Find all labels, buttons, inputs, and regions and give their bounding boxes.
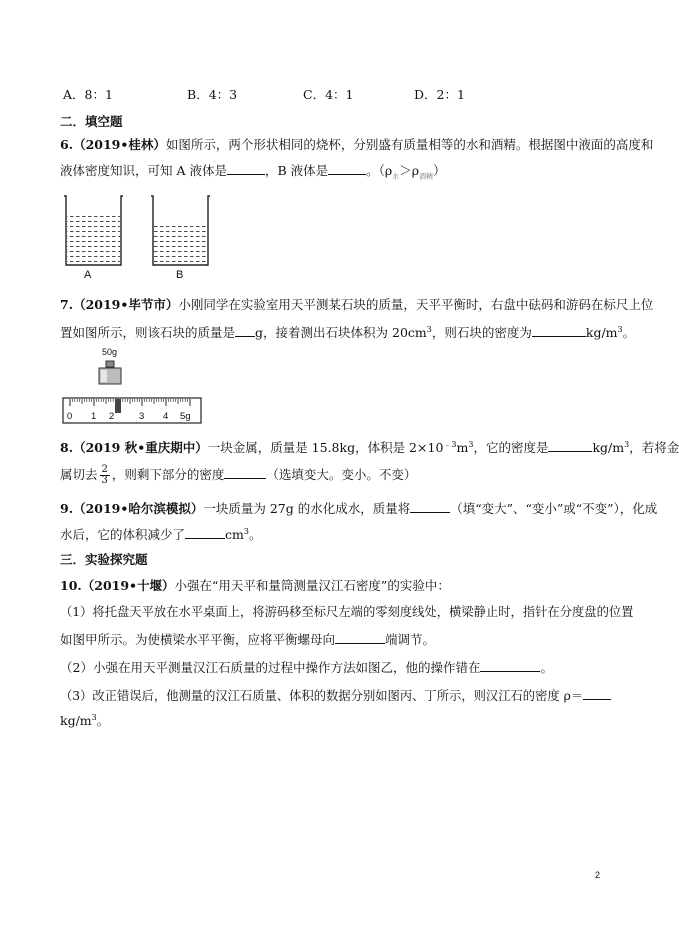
beaker-b-label: B [176, 269, 184, 281]
weight-label: 50g [102, 347, 118, 357]
question-text: ＞ρ [399, 163, 420, 178]
question-text: 置如图所示，则该石块的质量是 [60, 325, 236, 340]
section-title-experiment: 三．实验探究题 [60, 552, 148, 567]
question-text: 。 [248, 527, 262, 542]
question-text: 如图所示，两个形状相同的烧杯，分别盛有质量相等的水和酒精。根据图中液面的高度和 [165, 137, 654, 152]
question-9-line-2 [60, 526, 261, 543]
question-10-part-2 [60, 659, 553, 676]
question-text: 端调节。 [385, 632, 436, 647]
scale-label: 2 [109, 411, 115, 422]
question-text: 。 [622, 325, 636, 340]
answer-blank[interactable] [235, 324, 255, 337]
unit: kg/m [592, 440, 625, 455]
fraction-numerator: 2 [101, 464, 108, 475]
page-number: 2 [595, 870, 601, 880]
superscript: 3 [624, 439, 630, 449]
question-text: （填“变大”、“变小”或“不变”），化成 [450, 501, 658, 516]
question-text: ，它的密度是 [473, 440, 549, 455]
question-8-line-2 [60, 465, 416, 486]
superscript: 3 [91, 712, 97, 722]
question-10-part-1-line-2 [60, 631, 435, 648]
superscript: 3 [468, 439, 474, 449]
question-source: （2019 秋•重庆期中） [73, 440, 208, 455]
question-text: m [456, 440, 469, 455]
answer-blank[interactable] [227, 162, 265, 175]
question-6-line-2 [60, 162, 446, 179]
weight-50g-icon [97, 360, 123, 386]
superscript: 3 [243, 526, 249, 536]
answer-blank[interactable] [583, 687, 611, 700]
superscript: 3 [617, 324, 623, 334]
options-row [63, 87, 603, 103]
question-text: 属切去 [60, 467, 98, 482]
subscript: 酒精 [419, 172, 434, 181]
question-number: 9. [60, 501, 74, 516]
question-7-line-1 [60, 297, 653, 313]
question-number: 10. [60, 578, 82, 593]
question-text: ，则石块的密度为 [431, 325, 532, 340]
section-title-fill-in: 二．填空题 [60, 114, 123, 129]
question-text: g，接着测出石块体积为 20cm [255, 325, 427, 340]
question-text: 一块质量为 27g 的水化成水，质量将 [203, 501, 411, 516]
scale-label: 0 [67, 411, 73, 422]
answer-blank[interactable] [328, 162, 366, 175]
question-text: 。 [96, 713, 110, 728]
question-text: 。（ρ [366, 163, 393, 178]
scale-label: 3 [139, 411, 145, 422]
fraction [100, 465, 110, 486]
question-7-line-2 [60, 324, 635, 341]
question-8-line-1 [60, 439, 679, 456]
question-text: 一块金属，质量是 15.8kg，体积是 2×10 [207, 440, 444, 455]
option-d: D．2：1 [414, 87, 465, 102]
option-b: B．4：3 [187, 87, 238, 102]
beaker-a-label: A [84, 269, 92, 281]
question-9-line-1 [60, 500, 657, 517]
answer-blank[interactable] [335, 631, 385, 644]
question-10-intro [60, 578, 450, 594]
scale-label: 5g [180, 411, 191, 422]
question-text: 。 [540, 660, 553, 675]
question-source: （2019•毕节市） [73, 297, 179, 312]
fraction-denominator: 3 [101, 475, 108, 486]
question-source: （2019•桂林） [73, 137, 166, 152]
question-10-part-1-line-1: （1）将托盘天平放在水平桌面上，将游码移至标尺左端的零刻度线处，横梁静止时，指针在分度盘的位置 [60, 605, 634, 619]
subscript: 水 [392, 172, 400, 181]
scale-label: 4 [163, 411, 169, 422]
scale-labels [62, 411, 202, 423]
question-text: 水后，它的体积减少了 [60, 527, 186, 542]
question-number: 8. [60, 440, 74, 455]
question-text: 小强在“用天平和量筒测量汉江石密度”的实验中： [174, 578, 450, 593]
question-text: ） [433, 163, 446, 178]
superscript: ﹣3 [443, 439, 457, 449]
question-text: 小刚同学在实验室用天平测某石块的质量，天平平衡时，右盘中砝码和游码在标尺上位 [178, 297, 654, 312]
question-text: ，若将金 [629, 440, 679, 455]
question-source: （2019•十堰） [81, 578, 175, 593]
superscript: 3 [426, 324, 432, 334]
question-text: ，B 液体是 [264, 163, 329, 178]
question-10-part-3 [60, 687, 611, 704]
option-c: C．4：1 [303, 87, 354, 102]
answer-blank[interactable] [410, 500, 450, 513]
beaker-a [64, 196, 123, 265]
answer-blank[interactable] [548, 439, 592, 452]
unit: kg/m [60, 713, 92, 728]
question-text: （2）小强在用天平测量汉江石质量的过程中操作方法如图乙，他的操作错在 [60, 660, 481, 675]
question-text: （选填变大。变小。不变） [266, 467, 417, 482]
answer-blank[interactable] [532, 324, 586, 337]
question-text: （3）改正错误后，他测量的汉江石质量、体积的数据分别如图丙、丁所示，则汉江石的密度 ρ＝ [60, 689, 584, 703]
question-source: （2019•哈尔滨模拟） [73, 501, 204, 516]
scale-label: 1 [91, 411, 97, 422]
question-text: 如图甲所示。为使横梁水平平衡，应将平衡螺母向 [60, 632, 336, 647]
question-text: 液体密度知识，可知 A 液体是 [60, 163, 227, 178]
option-a: A．8：1 [63, 87, 113, 102]
answer-blank[interactable] [224, 466, 266, 479]
question-number: 6. [60, 137, 74, 152]
beaker-b [151, 196, 210, 265]
question-10-part-3-unit [60, 713, 109, 729]
answer-blank[interactable] [480, 659, 540, 672]
answer-blank[interactable] [185, 526, 225, 539]
unit: kg/m [585, 325, 618, 340]
question-number: 7. [60, 297, 74, 312]
question-6-line-1 [60, 137, 653, 153]
question-text: cm [225, 527, 244, 542]
question-text: ，则剩下部分的密度 [111, 467, 225, 482]
